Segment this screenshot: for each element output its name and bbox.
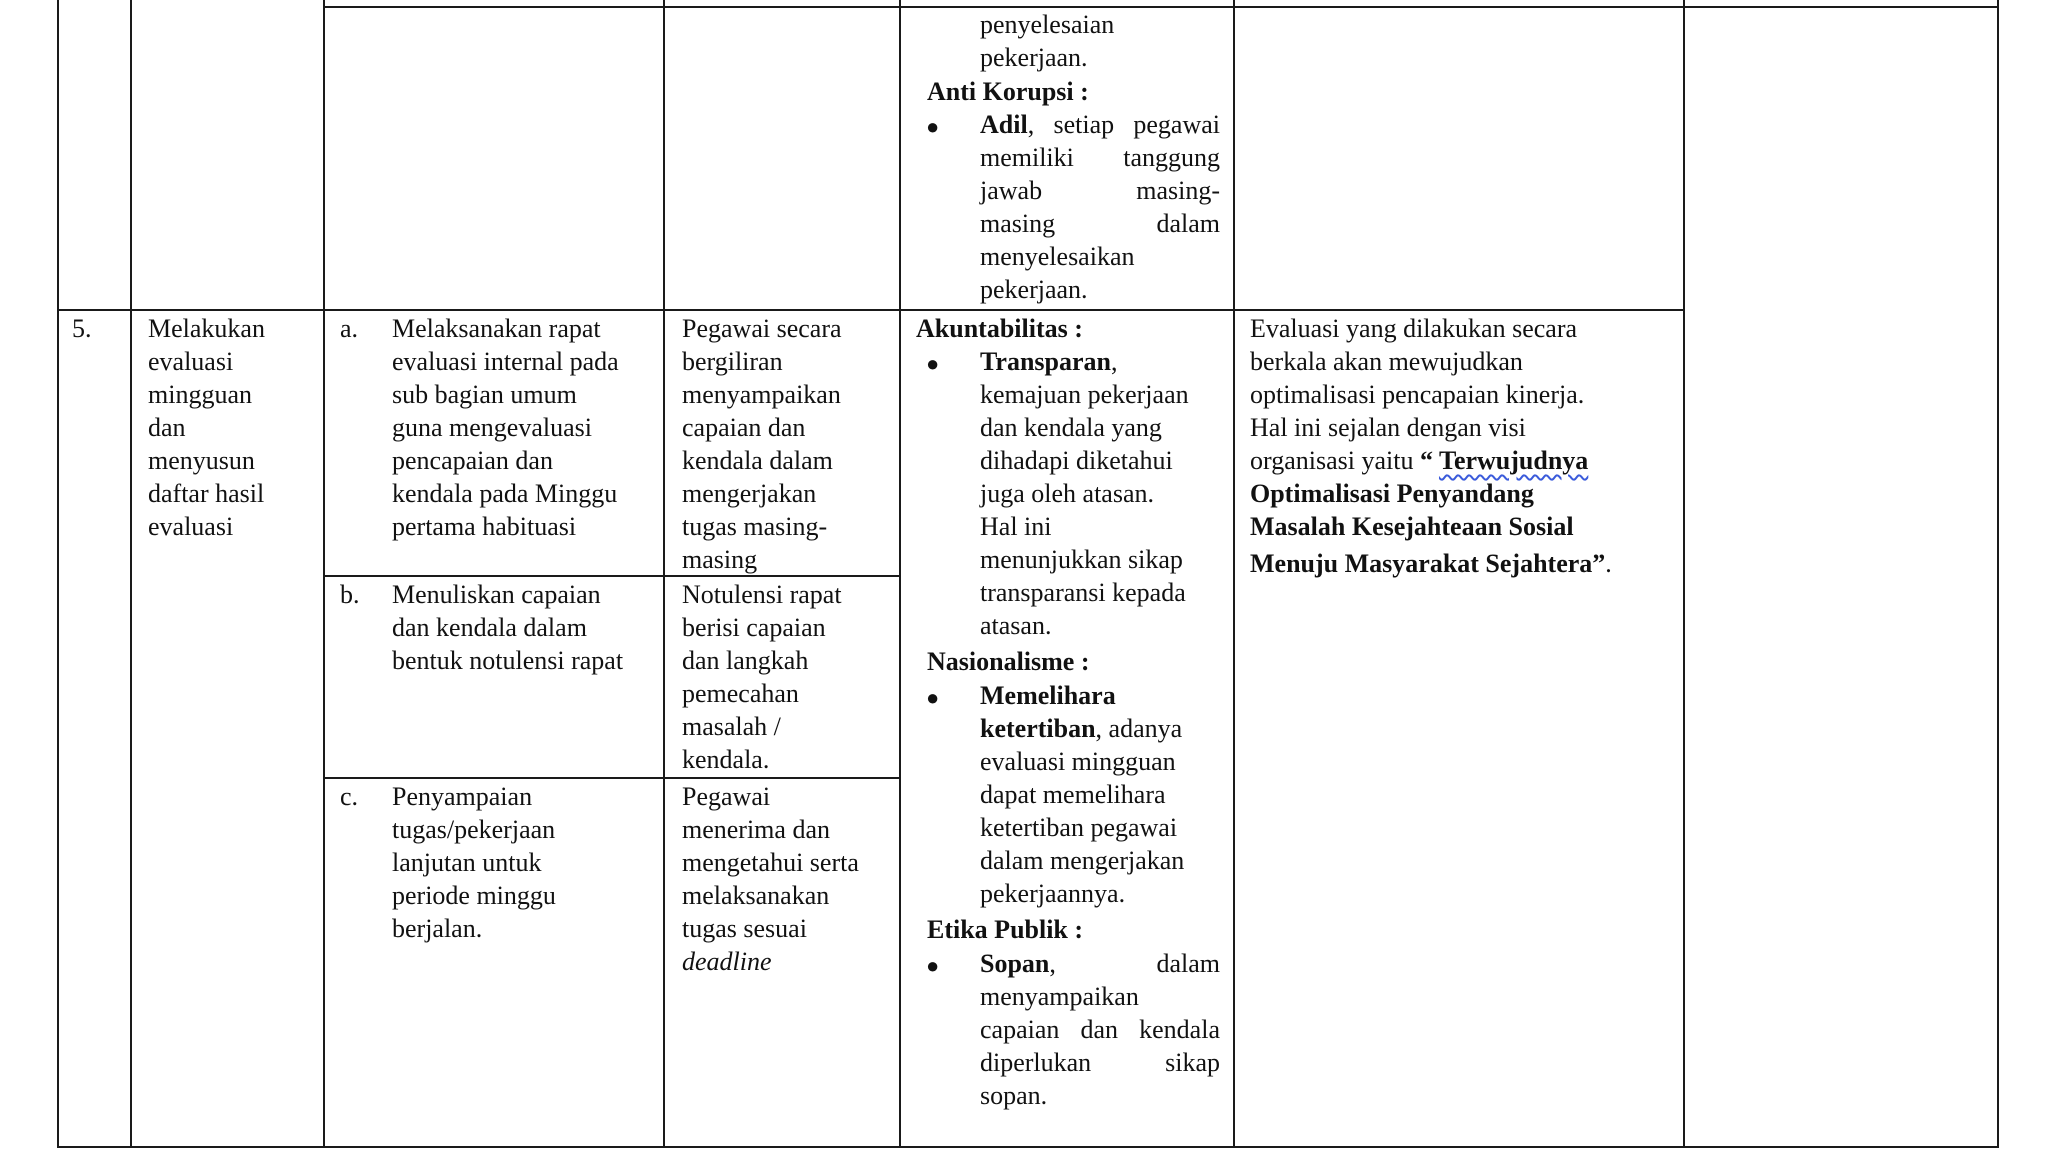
- table-divider-impact: [1683, 0, 1685, 1148]
- visi-last: Menuju Masyarakat Sejahtera: [1250, 549, 1593, 578]
- sopan-line: menyampaikan: [980, 982, 1139, 1011]
- memelihara-term-1: Memelihara: [980, 681, 1116, 710]
- transparan-line: menunjukkan sikap: [980, 545, 1183, 574]
- activity-line: evaluasi: [148, 512, 234, 541]
- step-line: bentuk notulensi rapat: [392, 646, 624, 675]
- visi-period: .: [1605, 549, 1612, 578]
- step-line: pencapaian dan: [392, 446, 553, 475]
- transparan-first-line: [980, 345, 1118, 378]
- transparan-line: juga oleh atasan.: [980, 479, 1154, 508]
- memelihara-rest: , adanya: [1095, 714, 1183, 743]
- visi-squiggle-word: Terwujudnya: [1438, 446, 1589, 475]
- sopan-line: sopan.: [980, 1081, 1048, 1110]
- substep-divider-ab: [323, 575, 901, 577]
- visi-prefix: organisasi yaitu: [1250, 446, 1420, 475]
- adil-term: Adil: [980, 110, 1028, 139]
- nasionalisme-heading: Nasionalisme :: [927, 647, 1090, 676]
- step-label: a.: [340, 314, 359, 343]
- adil-line: masing dalam: [980, 209, 1220, 238]
- sopan-first-line: [980, 947, 1220, 980]
- visi-close-quote: ”: [1592, 549, 1606, 578]
- output-line: mengetahui serta: [682, 848, 859, 877]
- impact-visi-line: [1250, 444, 1588, 477]
- substep-divider-bc: [323, 777, 901, 779]
- output-line: masing: [682, 545, 758, 574]
- output-line: Pegawai: [682, 782, 771, 811]
- step-line: berjalan.: [392, 914, 483, 943]
- table-bottom-border: [57, 1146, 1999, 1148]
- visi-bold-line: Optimalisasi Penyandang: [1250, 479, 1534, 508]
- prev-value-text: pekerjaan.: [980, 43, 1088, 72]
- impact-line: optimalisasi pencapaian kinerja.: [1250, 380, 1585, 409]
- visi-open-quote: “: [1419, 446, 1439, 475]
- transparan-line: dan kendala yang: [980, 413, 1162, 442]
- adil-line: pekerjaan.: [980, 275, 1088, 304]
- activity-line: menyusun: [148, 446, 255, 475]
- output-line: menyampaikan: [682, 380, 841, 409]
- transparan-line: atasan.: [980, 611, 1052, 640]
- table-top-border: [323, 6, 1999, 8]
- step-line: sub bagian umum: [392, 380, 577, 409]
- output-line: melaksanakan: [682, 881, 830, 910]
- output-line: pemecahan: [682, 679, 799, 708]
- output-line: kendala dalam: [682, 446, 833, 475]
- step-line: evaluasi internal pada: [392, 347, 619, 376]
- output-line: kendala.: [682, 745, 770, 774]
- impact-line: Evaluasi yang dilakukan secara: [1250, 314, 1578, 343]
- output-line: Pegawai secara: [682, 314, 842, 343]
- activity-line: evaluasi: [148, 347, 234, 376]
- adil-first-line: [980, 108, 1220, 141]
- row-divider: [57, 309, 1685, 311]
- step-line: pertama habituasi: [392, 512, 577, 541]
- activity-line: Melakukan: [148, 314, 265, 343]
- step-line: Melaksanakan rapat: [392, 314, 601, 343]
- activity-line: daftar hasil: [148, 479, 265, 508]
- adil-line: jawab masing-: [980, 176, 1220, 205]
- etika-publik-heading: Etika Publik :: [927, 915, 1084, 944]
- akuntabilitas-heading: Akuntabilitas :: [916, 314, 1083, 343]
- transparan-term: Transparan: [980, 347, 1111, 376]
- step-line: tugas/pekerjaan: [392, 815, 556, 844]
- output-line: dan langkah: [682, 646, 809, 675]
- table-border-left: [57, 0, 59, 1148]
- memelihara-line: dapat memelihara: [980, 780, 1166, 809]
- table-divider-steps: [663, 0, 665, 1148]
- output-line: bergiliran: [682, 347, 783, 376]
- step-line: guna mengevaluasi: [392, 413, 592, 442]
- output-line: capaian dan: [682, 413, 806, 442]
- prev-value-text: penyelesaian: [980, 10, 1115, 39]
- step-label: b.: [340, 580, 360, 609]
- step-label: c.: [340, 782, 359, 811]
- table-divider-output: [899, 0, 901, 1148]
- impact-line: berkala akan mewujudkan: [1250, 347, 1523, 376]
- step-line: lanjutan untuk: [392, 848, 542, 877]
- memelihara-line: ketertiban pegawai: [980, 813, 1178, 842]
- output-deadline: deadline: [682, 947, 772, 976]
- output-line: tugas sesuai: [682, 914, 807, 943]
- visi-last-line: [1250, 547, 1612, 580]
- step-line: dan kendala dalam: [392, 613, 587, 642]
- bullet-icon: ●: [926, 953, 940, 978]
- activity-line: dan: [148, 413, 186, 442]
- output-line: tugas masing-: [682, 512, 828, 541]
- output-line: mengerjakan: [682, 479, 817, 508]
- table-divider-no: [130, 0, 132, 1148]
- step-line: periode minggu: [392, 881, 556, 910]
- transparan-line: transparansi kepada: [980, 578, 1186, 607]
- adil-line: menyelesaikan: [980, 242, 1135, 271]
- output-line: Notulensi rapat: [682, 580, 842, 609]
- sopan-line: diperlukan sikap: [980, 1048, 1220, 1077]
- transparan-line: Hal ini: [980, 512, 1052, 541]
- sopan-rest: , dalam: [1049, 949, 1220, 978]
- impact-line: Hal ini sejalan dengan visi: [1250, 413, 1526, 442]
- table-border-right: [1997, 0, 1999, 1148]
- memelihara-line: pekerjaannya.: [980, 879, 1126, 908]
- bullet-icon: ●: [926, 685, 940, 710]
- step-line: Menuliskan capaian: [392, 580, 601, 609]
- row-number: 5.: [72, 314, 92, 343]
- adil-rest: , setiap pegawai: [1027, 110, 1220, 139]
- memelihara-term-2: ketertiban: [980, 714, 1096, 743]
- step-line: Penyampaian: [392, 782, 533, 811]
- step-line: kendala pada Minggu: [392, 479, 618, 508]
- sopan-line: capaian dan kendala: [980, 1015, 1220, 1044]
- memelihara-second-line: [980, 712, 1182, 745]
- table-divider-activity: [323, 0, 325, 1148]
- transparan-comma: ,: [1111, 347, 1118, 376]
- activity-line: mingguan: [148, 380, 252, 409]
- transparan-line: dihadapi diketahui: [980, 446, 1173, 475]
- output-line: menerima dan: [682, 815, 830, 844]
- transparan-line: kemajuan pekerjaan: [980, 380, 1189, 409]
- bullet-icon: ●: [926, 114, 940, 139]
- memelihara-line: evaluasi mingguan: [980, 747, 1176, 776]
- output-line: masalah /: [682, 712, 781, 741]
- adil-line: memiliki tanggung: [980, 143, 1220, 172]
- visi-bold-line: Masalah Kesejahteaan Sosial: [1250, 512, 1574, 541]
- anti-korupsi-heading: Anti Korupsi :: [927, 77, 1089, 106]
- sopan-term: Sopan: [980, 949, 1050, 978]
- bullet-icon: ●: [926, 351, 940, 376]
- memelihara-line: dalam mengerjakan: [980, 846, 1185, 875]
- output-line: berisi capaian: [682, 613, 826, 642]
- table-divider-values: [1233, 0, 1235, 1148]
